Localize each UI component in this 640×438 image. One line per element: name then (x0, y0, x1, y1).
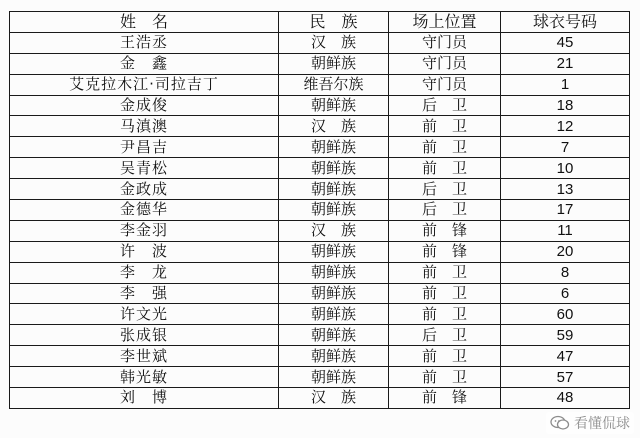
table-row (10, 304, 630, 325)
ethnicity-cell: 朝鲜族 (279, 325, 389, 346)
table-row (10, 116, 630, 137)
jersey-number-cell: 6 (501, 283, 630, 304)
ethnicity-cell: 朝鲜族 (279, 200, 389, 221)
table-row (10, 388, 630, 409)
position-cell: 守门员 (389, 53, 501, 74)
table-row (10, 137, 630, 158)
header-position: 场上位置 (389, 12, 501, 33)
table-row (10, 53, 630, 74)
position-cell: 后 卫 (389, 200, 501, 221)
jersey-number-cell: 10 (501, 158, 630, 179)
ethnicity-cell: 朝鲜族 (279, 53, 389, 74)
position-cell: 前 卫 (389, 283, 501, 304)
position-cell: 前 卫 (389, 116, 501, 137)
table-body (10, 32, 630, 408)
ethnicity-cell: 维吾尔族 (279, 74, 389, 95)
ethnicity-cell: 朝鲜族 (279, 304, 389, 325)
jersey-number-cell: 13 (501, 179, 630, 200)
player-name-cell: 金成俊 (10, 95, 279, 116)
jersey-number-cell: 7 (501, 137, 630, 158)
position-cell: 守门员 (389, 32, 501, 53)
position-cell: 前 卫 (389, 137, 501, 158)
table-row (10, 367, 630, 388)
position-cell: 守门员 (389, 74, 501, 95)
position-cell: 后 卫 (389, 179, 501, 200)
jersey-number-cell: 11 (501, 220, 630, 241)
player-roster-table (9, 11, 630, 409)
ethnicity-cell: 汉 族 (279, 388, 389, 409)
jersey-number-cell: 8 (501, 262, 630, 283)
jersey-number-cell: 48 (501, 388, 630, 409)
header-jersey-number: 球衣号码 (501, 12, 630, 33)
position-cell: 前 卫 (389, 304, 501, 325)
table-row (10, 200, 630, 221)
player-name-cell: 韩光敏 (10, 367, 279, 388)
ethnicity-cell: 朝鲜族 (279, 262, 389, 283)
jersey-number-cell: 1 (501, 74, 630, 95)
player-name-cell: 李 强 (10, 283, 279, 304)
position-cell: 前 锋 (389, 388, 501, 409)
jersey-number-cell: 60 (501, 304, 630, 325)
table-row (10, 346, 630, 367)
player-name-cell: 李 龙 (10, 262, 279, 283)
jersey-number-cell: 18 (501, 95, 630, 116)
ethnicity-cell: 朝鲜族 (279, 137, 389, 158)
jersey-number-cell: 57 (501, 367, 630, 388)
player-name-cell: 李世斌 (10, 346, 279, 367)
table-row (10, 179, 630, 200)
position-cell: 后 卫 (389, 95, 501, 116)
player-name-cell: 艾克拉木江·司拉吉丁 (10, 74, 279, 95)
table-row (10, 262, 630, 283)
jersey-number-cell: 17 (501, 200, 630, 221)
position-cell: 前 锋 (389, 241, 501, 262)
position-cell: 前 卫 (389, 158, 501, 179)
header-name: 姓 名 (10, 12, 279, 33)
watermark-text: 看懂侃球 (574, 416, 630, 432)
table-row (10, 95, 630, 116)
player-name-cell: 金政成 (10, 179, 279, 200)
player-name-cell: 许 波 (10, 241, 279, 262)
player-name-cell: 马滇澳 (10, 116, 279, 137)
position-cell: 前 卫 (389, 346, 501, 367)
ethnicity-cell: 朝鲜族 (279, 158, 389, 179)
table-row (10, 283, 630, 304)
ethnicity-cell: 汉 族 (279, 32, 389, 53)
table-row (10, 220, 630, 241)
position-cell: 前 卫 (389, 262, 501, 283)
jersey-number-cell: 12 (501, 116, 630, 137)
player-name-cell: 王浩丞 (10, 32, 279, 53)
position-cell: 后 卫 (389, 325, 501, 346)
ethnicity-cell: 朝鲜族 (279, 367, 389, 388)
ethnicity-cell: 朝鲜族 (279, 241, 389, 262)
ethnicity-cell: 朝鲜族 (279, 283, 389, 304)
ethnicity-cell: 朝鲜族 (279, 179, 389, 200)
player-name-cell: 尹昌吉 (10, 137, 279, 158)
table-header-row (10, 12, 630, 33)
watermark (546, 412, 634, 434)
position-cell: 前 锋 (389, 220, 501, 241)
ethnicity-cell: 汉 族 (279, 116, 389, 137)
jersey-number-cell: 47 (501, 346, 630, 367)
chat-bubble-icon (550, 415, 570, 431)
player-name-cell: 许文光 (10, 304, 279, 325)
table-row (10, 241, 630, 262)
table-row (10, 32, 630, 53)
ethnicity-cell: 朝鲜族 (279, 95, 389, 116)
ethnicity-cell: 汉 族 (279, 220, 389, 241)
player-name-cell: 刘 博 (10, 388, 279, 409)
jersey-number-cell: 45 (501, 32, 630, 53)
player-name-cell: 张成银 (10, 325, 279, 346)
jersey-number-cell: 21 (501, 53, 630, 74)
table-row (10, 158, 630, 179)
jersey-number-cell: 20 (501, 241, 630, 262)
position-cell: 前 卫 (389, 367, 501, 388)
player-name-cell: 李金羽 (10, 220, 279, 241)
ethnicity-cell: 朝鲜族 (279, 346, 389, 367)
jersey-number-cell: 59 (501, 325, 630, 346)
player-name-cell: 金 鑫 (10, 53, 279, 74)
table-row (10, 74, 630, 95)
table-row (10, 325, 630, 346)
player-name-cell: 吴青松 (10, 158, 279, 179)
header-ethnicity: 民 族 (279, 12, 389, 33)
player-name-cell: 金德华 (10, 200, 279, 221)
